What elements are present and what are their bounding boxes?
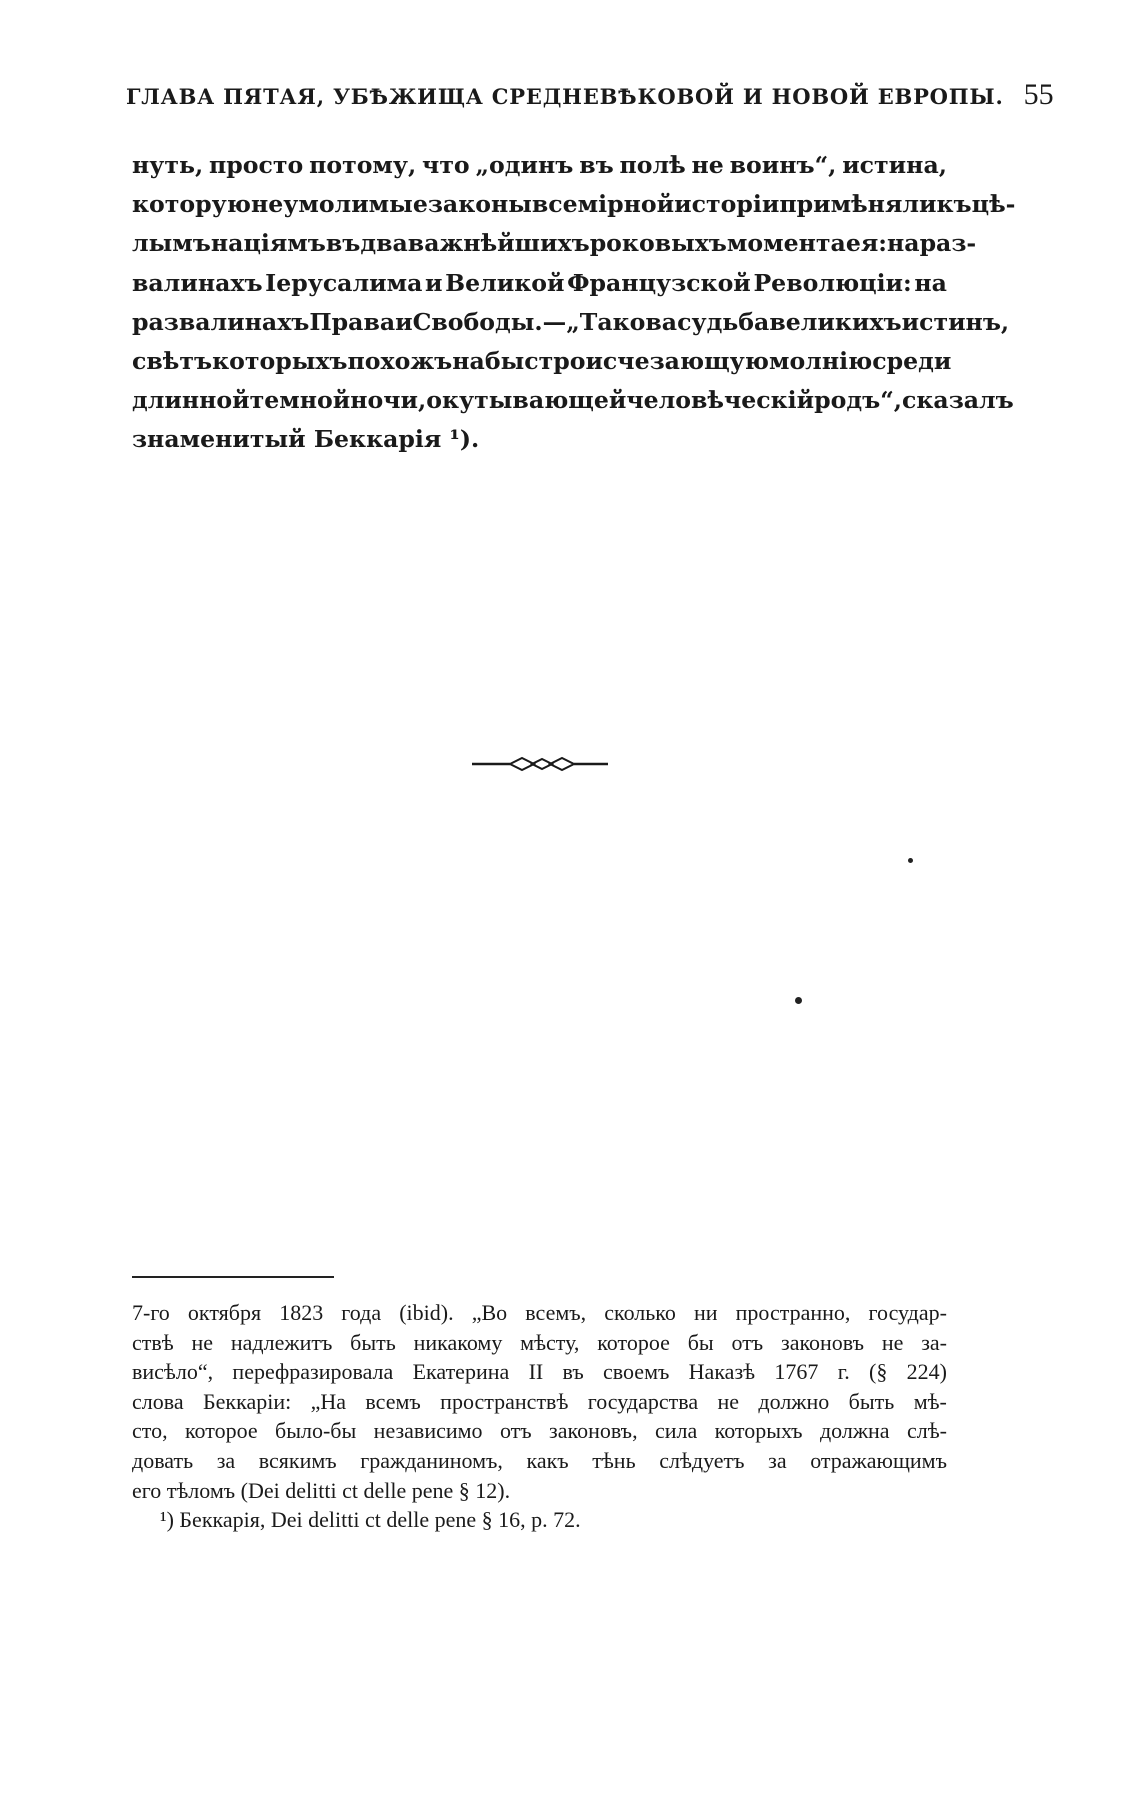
page-number: 55 bbox=[1023, 78, 1054, 111]
footnote-line: висѣло“, перефразировала Екатерина II въ своемъ Наказѣ 1767 г. (§ 224) bbox=[132, 1359, 947, 1385]
footnotes bbox=[132, 1298, 947, 1535]
body-line: которую неумолимые законы всемірной исторіи примѣняли къ цѣ- bbox=[132, 190, 1016, 219]
print-speck bbox=[795, 997, 802, 1004]
print-speck bbox=[908, 858, 913, 863]
main-text bbox=[132, 146, 1016, 460]
footnote-line: довать за всякимъ гражданиномъ, какъ тѣнь слѣдуетъ за отражающимъ bbox=[132, 1447, 947, 1473]
body-line: знаменитый Беккарія ¹). bbox=[132, 425, 480, 454]
body-line: развалинахъ Права и Свободы. — „Такова судьба великихъ истинъ, bbox=[132, 307, 1010, 336]
body-line: валинахъ Іерусалима и Великой Французской Революціи: на bbox=[132, 268, 947, 297]
body-line: нуть, просто потому, что „одинъ въ полѣ не воинъ“, истина, bbox=[132, 151, 947, 179]
footnote-1: ¹) Беккарія, Dei delitti ct delle pene § 16, p. 72. bbox=[160, 1507, 581, 1533]
ornament-divider bbox=[470, 752, 610, 776]
body-line: лымъ націямъ въ два важнѣйшихъ роковыхъ момента ея: на раз- bbox=[132, 229, 977, 258]
running-title: ГЛАВА ПЯТАЯ, УБѢЖИЩА СРЕДНЕВѢКОВОЙ И НОВОЙ ЕВРОПЫ. bbox=[126, 84, 1004, 109]
body-line: свѣтъ которыхъ похожъ на быстро исчезающую молнію среди bbox=[132, 346, 952, 375]
body-line: длинной темной ночи, окутывающей человѣческій родъ“, сказалъ bbox=[132, 386, 1014, 415]
footnote-line: его тѣломъ (Dei delitti ct delle pene § 12). bbox=[132, 1477, 511, 1503]
footnote-line: ствѣ не надлежитъ быть никакому мѣсту, которое бы отъ законовъ не за- bbox=[132, 1329, 947, 1355]
footnote-rule bbox=[132, 1276, 334, 1278]
footnote-line: сто, которое было-бы независимо отъ законовъ, сила которыхъ должна слѣ- bbox=[132, 1418, 947, 1444]
footnote-line: слова Беккаріи: „На всемъ пространствѣ государства не должно быть мѣ- bbox=[132, 1388, 947, 1414]
footnote-line: 7-го октября 1823 года (ibid). „Во всемъ, сколько ни пространно, государ- bbox=[132, 1300, 947, 1325]
running-head bbox=[126, 78, 1054, 112]
